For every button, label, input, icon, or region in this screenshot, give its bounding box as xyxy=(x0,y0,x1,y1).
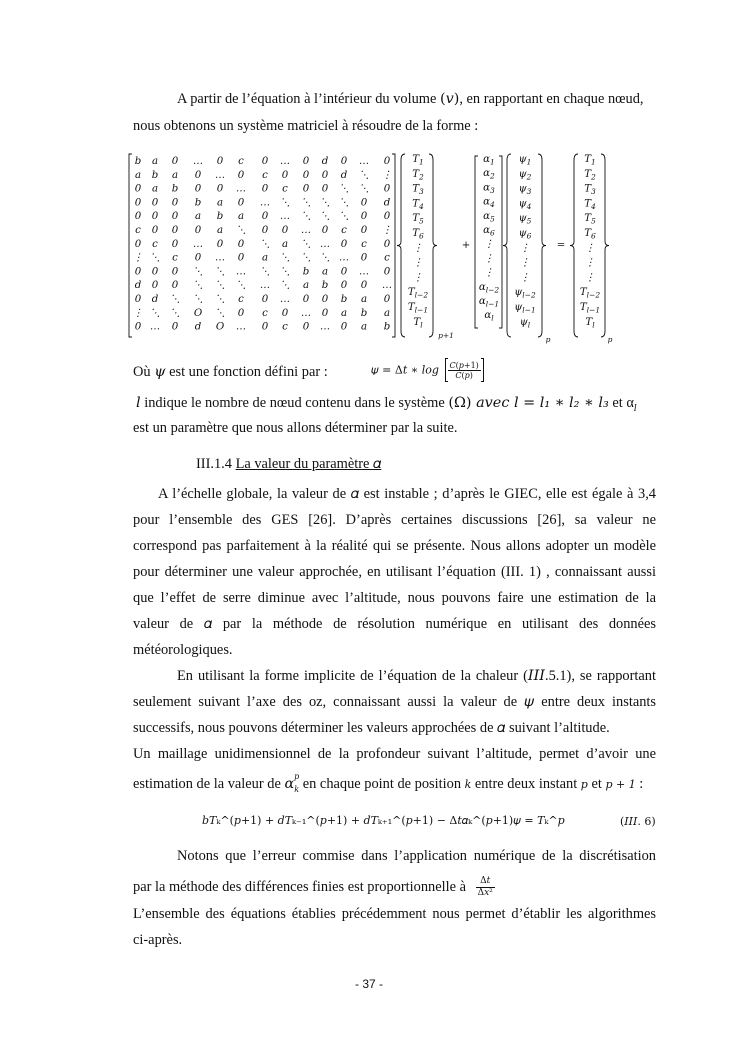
rhs-vector-entry: $T_6$ xyxy=(584,228,596,241)
matrix-cell: … xyxy=(214,252,226,264)
rhs-vector-entry: $T_4$ xyxy=(584,198,596,211)
matrix-cell: 0 xyxy=(321,169,329,181)
matrix-cell: ⋮ xyxy=(381,225,393,236)
psi-fraction: $\frac{\text{𝐶(𝑝+1)}}{\text{𝐶(𝑝)}}$ xyxy=(449,360,479,380)
matrix-cell: 0 xyxy=(340,238,348,250)
matrix-cell: 0 xyxy=(321,183,329,195)
psi-vector-entry: $\psi_2$ xyxy=(518,168,532,182)
rhs-vector-entry: $T_1$ xyxy=(584,154,596,167)
matrix-cell: a xyxy=(281,238,289,250)
matrix-cell: ⋱ xyxy=(214,266,226,278)
matrix-cell: 0 xyxy=(261,156,269,167)
paragraph-2-line-2: seulement suivant l’axe des oz, connaissant aussi la valeur de 𝜓 entre deux instants xyxy=(133,694,656,710)
matrix-cell: … xyxy=(338,252,350,264)
matrix-cell: ⋱ xyxy=(338,183,350,195)
t-vector-exponent: p+1 xyxy=(438,331,454,340)
matrix-cell: 0 xyxy=(261,225,269,236)
vector-t-brace-right xyxy=(429,154,437,337)
paragraph-3-line-2: estimation de la valeur de 𝛼$^𝑝_𝑘$ en chaque point de position 𝑘 entre deux instant 𝑝 et 𝑝 + 1 : xyxy=(133,772,644,794)
psi-vector-entry: ⋮ xyxy=(519,242,531,254)
matrix-cell: a xyxy=(151,183,159,195)
alpha-vector-entry: $\alpha_4$ xyxy=(483,196,495,210)
matrix-cell: b xyxy=(171,183,179,195)
matrix-cell: c xyxy=(238,156,244,167)
matrix-cell: b xyxy=(321,280,329,292)
matrix-cell: 0 xyxy=(194,169,202,181)
alpha-vector-entry: $\alpha_5$ xyxy=(483,210,495,224)
matrix-cell: 0 xyxy=(237,169,245,181)
rhs-vector-entry: ⋮ xyxy=(584,257,596,269)
rhs-brace-right xyxy=(601,154,609,337)
matrix-cell: … xyxy=(192,238,204,250)
matrix-cell: 0 xyxy=(216,156,224,167)
psi-vector-entry: $\psi_{l-2}$ xyxy=(514,287,536,300)
matrix-cell: 0 xyxy=(134,197,142,209)
alpha-vector-entry: ⋮ xyxy=(483,253,495,265)
matrix-cell: ⋱ xyxy=(214,294,226,305)
matrix-cell: c xyxy=(238,294,244,305)
alpha-vector-entry: $\alpha_6$ xyxy=(483,225,495,238)
matrix-cell: 0 xyxy=(171,211,179,223)
matrix-cell: b xyxy=(383,321,391,333)
matrix-cell: 0 xyxy=(360,197,368,209)
matrix-cell: … xyxy=(300,225,312,236)
matrix-cell: a xyxy=(171,169,179,181)
matrix-bracket-right xyxy=(392,154,395,337)
paragraph-4-line-2: par la méthode des différences finies est proportionnelle à $\frac{\text{Δ𝑡}}{\text{Δ𝑥²}}$ xyxy=(133,876,493,898)
matrix-cell: ⋱ xyxy=(300,252,312,264)
psi-vector-entry: $\psi_{l-1}$ xyxy=(514,302,536,315)
alpha-vector-entry: ⋮ xyxy=(483,267,495,279)
matrix-cell: a xyxy=(321,266,329,278)
alpha-bracket-right xyxy=(499,156,502,328)
matrix-cell: … xyxy=(319,321,331,333)
paragraph-3-line-1: Un maillage unidimensionnel de la profondeur suivant l’altitude, permet d’avoir une xyxy=(133,746,656,762)
matrix-cell: a xyxy=(360,294,368,305)
matrix-cell: ⋱ xyxy=(279,280,291,292)
psi-vector-entry: $\psi_1$ xyxy=(518,154,532,167)
matrix-equation xyxy=(128,150,628,345)
matrix-cell: b xyxy=(340,294,348,305)
t-vector-entry: ⋮ xyxy=(412,242,424,254)
matrix-cell: a xyxy=(194,211,202,223)
matrix-cell: 0 xyxy=(383,183,391,195)
matrix-cell: c xyxy=(172,252,178,264)
matrix-cell: a xyxy=(360,321,368,333)
matrix-cell: 0 xyxy=(383,294,391,305)
matrix-cell: ⋱ xyxy=(358,169,370,181)
matrix-cell: 0 xyxy=(360,252,368,264)
matrix-cell: c xyxy=(262,307,268,319)
matrix-cell: 0 xyxy=(134,183,142,195)
matrix-cell: b xyxy=(302,266,310,278)
matrix-cell: ⋱ xyxy=(319,211,331,223)
psi-definition-label: Où 𝜓 est une fonction défini par : xyxy=(133,364,328,380)
matrix-cell: 0 xyxy=(321,225,329,236)
intro-line-2: nous obtenons un système matriciel à résoudre de la forme : xyxy=(133,118,479,134)
paragraph-4-line-1: Notons que l’erreur commise dans l’application numérique de la discrétisation xyxy=(177,848,656,864)
rhs-vector-entry: ⋮ xyxy=(584,242,596,254)
matrix-cell: 0 xyxy=(237,252,245,264)
t-vector-entry: $T_4$ xyxy=(412,198,424,211)
matrix-cell: 0 xyxy=(194,183,202,195)
matrix-cell: ⋱ xyxy=(338,197,350,209)
matrix-cell: 0 xyxy=(171,321,179,333)
matrix-cell: ⋱ xyxy=(149,307,161,319)
matrix-cell: 0 xyxy=(302,294,310,305)
matrix-cell: 0 xyxy=(134,211,142,223)
alpha-vector-entry: $\alpha_{l-1}$ xyxy=(478,296,500,309)
matrix-cell: 0 xyxy=(151,197,159,209)
matrix-cell: … xyxy=(259,280,271,292)
matrix-cell: 0 xyxy=(302,156,310,167)
paragraph-2-line-3: successifs, nous pouvons déterminer les valeurs approchées de 𝛼 suivant l’altitude. xyxy=(133,720,610,736)
matrix-cell: 0 xyxy=(383,238,391,250)
rhs-vector-entry: $T_5$ xyxy=(584,213,596,226)
t-vector-entry: $T_6$ xyxy=(412,228,424,241)
matrix-cell: d xyxy=(134,280,142,292)
matrix-cell: … xyxy=(279,294,291,305)
matrix-cell: ⋱ xyxy=(279,197,291,209)
t-vector-entry: $T_{l-2}$ xyxy=(407,287,429,300)
paragraph-5-line-1: L’ensemble des équations établies précédemment nous permet d’établir les algorithmes xyxy=(133,906,656,922)
alpha-bracket-left xyxy=(475,156,478,328)
matrix-cell: c xyxy=(341,225,347,236)
matrix-cell: 0 xyxy=(171,225,179,236)
matrix-cell: 0 xyxy=(383,156,391,167)
matrix-cell: c xyxy=(361,238,367,250)
matrix-cell: d xyxy=(340,169,348,181)
matrix-cell: ⋱ xyxy=(259,238,271,250)
matrix-cell: 0 xyxy=(171,266,179,278)
t-vector-entry: ⋮ xyxy=(412,257,424,269)
matrix-cell: a xyxy=(261,252,269,264)
matrix-cell: 0 xyxy=(194,225,202,236)
matrix-cell: 0 xyxy=(151,225,159,236)
t-vector-entry: $T_2$ xyxy=(412,168,424,182)
paragraph-1-line-3: correspond pas parfaitement à la réalité qui se présente. Nous allons adopter un modèle xyxy=(133,538,656,554)
matrix-cell: ⋱ xyxy=(149,252,161,264)
matrix-cell: 0 xyxy=(151,280,159,292)
matrix-cell: a xyxy=(237,211,245,223)
t-vector-entry: $T_3$ xyxy=(412,183,424,197)
matrix-cell: 0 xyxy=(302,169,310,181)
matrix-cell: … xyxy=(214,169,226,181)
matrix-cell: b xyxy=(134,156,142,167)
alpha-vector-entry: $\alpha_3$ xyxy=(483,182,495,195)
matrix-cell: 0 xyxy=(383,266,391,278)
section-heading: III.1.4 La valeur du paramètre 𝛼 xyxy=(196,456,382,472)
matrix-cell: a xyxy=(340,307,348,319)
matrix-cell: ⋱ xyxy=(319,197,331,209)
matrix-cell: 0 xyxy=(171,280,179,292)
alpha-vector-entry: $\alpha_l$ xyxy=(484,310,494,323)
matrix-cell: 0 xyxy=(261,294,269,305)
matrix-cell: 0 xyxy=(134,294,142,305)
matrix-cell: ⋱ xyxy=(279,266,291,278)
matrix-cell: … xyxy=(381,280,393,292)
matrix-cell: ⋱ xyxy=(358,183,370,195)
paragraph-1-line-2: pour l’ensemble des GES [26]. D’après certaines discussions [26], sa valeur ne xyxy=(133,512,656,528)
matrix-cell: … xyxy=(235,266,247,278)
page-number: - 37 - xyxy=(355,977,384,991)
matrix-cell: O xyxy=(215,321,225,333)
matrix-cell: d xyxy=(151,294,159,305)
t-vector-entry: $T_{l-1}$ xyxy=(407,302,429,315)
matrix-cell: 0 xyxy=(321,294,329,305)
matrix-cell: … xyxy=(259,197,271,209)
paragraph-1-line-1: A l’échelle globale, la valeur de 𝛼 est instable ; d’après le GIEC, elle est égale à 3,4 xyxy=(158,486,656,502)
matrix-cell: ⋱ xyxy=(192,280,204,292)
matrix-cell: … xyxy=(300,307,312,319)
matrix-cell: 0 xyxy=(340,321,348,333)
matrix-cell: 0 xyxy=(151,211,159,223)
matrix-cell: d xyxy=(321,156,329,167)
matrix-cell: ⋱ xyxy=(192,294,204,305)
rhs-vector-exponent: p xyxy=(607,335,613,344)
matrix-cell: 0 xyxy=(261,321,269,333)
matrix-cell: … xyxy=(235,321,247,333)
l-definition-line-1: 𝑙 indique le nombre de nœud contenu dans le système (Ω) 𝑎𝑣𝑒𝑐 𝑙 = 𝑙₁ ∗ 𝑙₂ ∗ 𝑙₃ et $\alpha_𝑙$ xyxy=(136,395,637,414)
matrix-cell: 0 xyxy=(216,183,224,195)
matrix-cell: 0 xyxy=(340,266,348,278)
rhs-vector-entry: ⋮ xyxy=(584,272,596,284)
psi-vector-entry: $\psi_l$ xyxy=(519,316,531,330)
matrix-cell: … xyxy=(358,266,370,278)
matrix-cell: ⋱ xyxy=(192,266,204,278)
psi-vector-entry: $\psi_5$ xyxy=(518,213,532,226)
matrix-cell: 0 xyxy=(171,156,179,167)
psi-definition-formula: 𝜓 = Δ𝑡 ∗ 𝑙𝑜𝑔 $\frac{\text{𝐶(𝑝+1)}}{\text{𝐶(𝑝)}}$ xyxy=(371,358,484,382)
matrix-cell: 0 xyxy=(151,266,159,278)
l-definition-line-2: est un paramètre que nous allons déterminer par la suite. xyxy=(133,420,458,436)
matrix-cell: c xyxy=(262,169,268,181)
matrix-cell: 0 xyxy=(237,238,245,250)
matrix-cell: 0 xyxy=(360,211,368,223)
rhs-vector-entry: $T_{l-1}$ xyxy=(579,302,601,315)
matrix-cell: … xyxy=(149,321,161,333)
paragraph-1-line-6: valeur de 𝛼 par la méthode de résolution numérique en utilisant des données xyxy=(133,616,656,632)
t-vector-entry: $T_l$ xyxy=(413,316,423,330)
alpha-vector-entry: $\alpha_2$ xyxy=(483,168,495,181)
matrix-cell: a xyxy=(151,156,159,167)
matrix-cell: ⋱ xyxy=(300,211,312,223)
matrix-cell: 0 xyxy=(134,266,142,278)
matrix-cell: 0 xyxy=(261,211,269,223)
paragraph-1-line-7: météorologiques. xyxy=(133,642,233,658)
t-vector-entry: ⋮ xyxy=(412,272,424,284)
matrix-cell: 0 xyxy=(340,280,348,292)
matrix-cell: b xyxy=(360,307,368,319)
matrix-cell: b xyxy=(216,211,224,223)
matrix-cell: a xyxy=(216,197,224,209)
matrix-cell: a xyxy=(302,280,310,292)
t-vector-entry: $T_5$ xyxy=(412,213,424,226)
matrix-cell: c xyxy=(282,183,288,195)
matrix-cell: 0 xyxy=(171,197,179,209)
equals-operator: = xyxy=(556,240,566,251)
matrix-cell: ⋱ xyxy=(300,238,312,250)
rhs-vector-entry: $T_3$ xyxy=(584,183,596,197)
matrix-cell: … xyxy=(235,183,247,195)
rhs-vector-entry: $T_{l-2}$ xyxy=(579,287,601,300)
matrix-cell: d xyxy=(194,321,202,333)
matrix-cell: … xyxy=(279,156,291,167)
matrix-cell: ⋱ xyxy=(214,307,226,319)
matrix-cell: c xyxy=(282,321,288,333)
matrix-cell: 0 xyxy=(383,211,391,223)
intro-line-1: A partir de l’équation à l’intérieur du volume (𝑣), en rapportant en chaque nœud, xyxy=(177,91,644,107)
matrix-cell: ⋮ xyxy=(132,252,144,264)
matrix-cell: 0 xyxy=(281,225,289,236)
matrix-cell: c xyxy=(152,238,158,250)
equation-III-6: 𝑏𝑇ₖ^(𝑝+1) + 𝑑𝑇ₖ₋₁^(𝑝+1) + 𝑑𝑇ₖ₊₁^(𝑝+1) − Δ𝑡𝛼ₖ^(𝑝+1)𝜓 = 𝑇ₖ^𝑝 xyxy=(202,814,565,827)
matrix-cell: b xyxy=(194,197,202,209)
matrix-cell: 0 xyxy=(360,280,368,292)
vector-t-brace-left xyxy=(397,154,405,337)
matrix-cell: 0 xyxy=(281,307,289,319)
matrix-cell: ⋱ xyxy=(259,266,271,278)
matrix-cell: 0 xyxy=(194,252,202,264)
paragraph-1-line-4: pour déterminer une valeur approchée, en utilisant l’équation (III. 1) , connaissant aussi xyxy=(133,564,656,580)
matrix-cell: 0 xyxy=(134,238,142,250)
matrix-cell: 0 xyxy=(171,238,179,250)
t-vector-entry: $T_1$ xyxy=(412,154,424,167)
matrix-cell: 0 xyxy=(216,238,224,250)
matrix-system xyxy=(128,150,628,345)
matrix-cell: 0 xyxy=(261,183,269,195)
matrix-cell: ⋱ xyxy=(169,294,181,305)
matrix-cell: ⋱ xyxy=(279,252,291,264)
matrix-cell: ⋱ xyxy=(235,225,247,236)
rhs-vector-entry: $T_2$ xyxy=(584,168,596,182)
matrix-cell: c xyxy=(384,252,390,264)
matrix-cell: ⋱ xyxy=(235,280,247,292)
rhs-vector-entry: $T_l$ xyxy=(585,316,595,330)
equation-label: (𝐼𝐼𝐼. 6) xyxy=(620,815,656,828)
matrix-cell: 0 xyxy=(134,321,142,333)
matrix-cell: … xyxy=(358,156,370,167)
plus-operator: + xyxy=(461,240,471,251)
psi-vector-entry: ⋮ xyxy=(519,257,531,269)
error-fraction: $\frac{\text{Δ𝑡}}{\text{Δ𝑥²}}$ xyxy=(477,876,493,898)
matrix-cell: O xyxy=(193,307,203,319)
matrix-cell: 0 xyxy=(237,197,245,209)
matrix-cell: 0 xyxy=(237,307,245,319)
matrix-cell: c xyxy=(135,225,141,236)
matrix-cell: ⋱ xyxy=(300,197,312,209)
matrix-cell: ⋱ xyxy=(319,252,331,264)
psi-vector-exponent: p xyxy=(545,335,551,344)
alpha-vector-entry: $\alpha_{l-2}$ xyxy=(478,281,500,295)
matrix-cell: 0 xyxy=(360,225,368,236)
matrix-bracket-left xyxy=(129,154,132,337)
paragraph-1-line-5: que l’effet de serre diminue avec l’altitude, nous pouvons faire une estimation de la xyxy=(133,590,656,606)
matrix-cell: a xyxy=(216,225,224,236)
matrix-cell: 0 xyxy=(340,156,348,167)
matrix-cell: d xyxy=(383,197,391,209)
psi-vector-entry: $\psi_4$ xyxy=(518,198,532,211)
matrix-cell: ⋱ xyxy=(169,307,181,319)
alpha-vector-entry: ⋮ xyxy=(483,239,495,251)
matrix-cell: 0 xyxy=(302,321,310,333)
matrix-cell: … xyxy=(192,156,204,167)
alpha-vector-entry: $\alpha_1$ xyxy=(483,154,495,167)
matrix-cell: a xyxy=(134,169,142,181)
paragraph-2-line-1: En utilisant la forme implicite de l’équation de la chaleur (𝐼𝐼𝐼.5.1), se rapportant xyxy=(177,668,656,684)
matrix-cell: … xyxy=(319,238,331,250)
psi-vector-entry: $\psi_3$ xyxy=(518,183,532,197)
matrix-cell: 0 xyxy=(321,307,329,319)
matrix-cell: 0 xyxy=(281,169,289,181)
matrix-cell: ⋱ xyxy=(338,211,350,223)
matrix-cell: ⋮ xyxy=(381,169,393,181)
alpha-kp: 𝛼$^𝑝_𝑘$ xyxy=(284,772,300,794)
paragraph-5-line-2: ci-après. xyxy=(133,932,183,948)
psi-vector-entry: $\psi_6$ xyxy=(518,228,532,241)
psi-vector-entry: ⋮ xyxy=(519,272,531,284)
matrix-cell: a xyxy=(383,307,391,319)
matrix-cell: ⋮ xyxy=(132,307,144,319)
matrix-cell: ⋱ xyxy=(214,280,226,292)
matrix-cell: 0 xyxy=(302,183,310,195)
matrix-cell: b xyxy=(151,169,159,181)
rhs-brace-left xyxy=(570,154,578,337)
psi-brace-right xyxy=(538,154,546,337)
bracket-right xyxy=(481,358,484,382)
matrix-cell: … xyxy=(279,211,291,223)
psi-brace-left xyxy=(503,154,511,337)
